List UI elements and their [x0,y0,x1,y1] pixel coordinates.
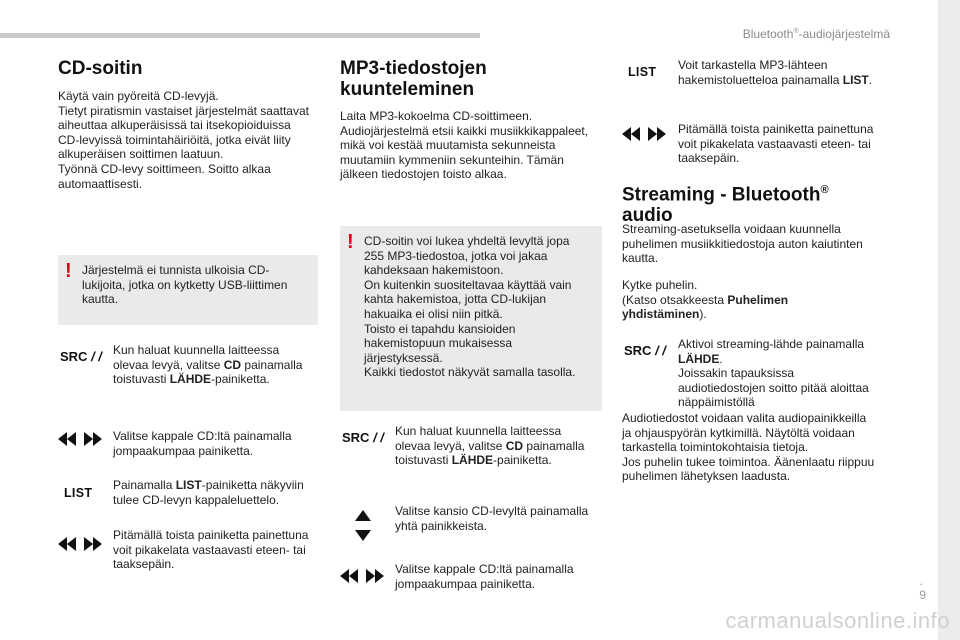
page-footer: . 9 [919,574,926,602]
cd-intro-text: Käytä vain pyöreitä CD-levyjä. Tietyt piratismin vastaiset järjestelmät saattavat aiheuttaa alkuperäisissä tai itsekopioiduissa CD-levyissä toimintahäiriöitä, jotka eivät liity alkuperäisen soittimen laatuun. Työnnä CD-levy soittimeen. Soitto alkaa automaattisesti. [58,89,309,191]
src-button-icon: SRC / / [342,430,384,445]
page-edge-strip [938,0,960,640]
info-note-mp3: ! CD-soitin voi lukea yhdeltä levyltä jopa 255 MP3-tiedostoa, jotka voi jakaa kahdeksaan hakemistoon. On kuitenkin suositeltavaa käyttää vain kahta hakemistoa, jotta CD-lukijan hakuaika ei olisi niin pitkä. Toisto ei tapahdu kansioiden hakemistopuun mukaisessa järjestyksessä. Kaikki tiedostot näkyvät samalla tasolla. [340,226,602,411]
watermark: carmanualsonline.info [725,608,950,633]
warning-icon: ! [65,260,72,282]
mp3-fast-scan-text: Pitämällä toista painiketta painettuna voit pikakelata vastaavasti eteen- tai taaksepäin. [678,122,874,166]
prev-next-track-icon [58,432,102,446]
mp3-intro-text: Laita MP3-kokoelma CD-soittimeen. Audiojärjestelmä etsii kaikki musiikkikappaleet, mikä voi kestää muutamista sekunneista muutamiin kymmeniin sekunteihin. Tämän jälkeen tiedostojen toisto alkaa. [340,109,589,182]
fast-rewind-forward-icon [58,537,102,551]
heading-streaming: Streaming - Bluetooth® audio [622,184,829,227]
mp3-select-folder-text: Valitse kansio CD-levyltä painamalla yhtä painikkeista. [395,504,589,533]
warning-icon: ! [347,231,354,253]
src-button-icon: SRC / / [60,349,102,364]
heading-mp3: MP3-tiedostojen kuunteleminen [340,58,487,100]
src-button-icon: SRC / / [624,343,666,358]
heading-cd-player: CD-soitin [58,58,143,79]
list-button-icon: LIST [64,486,93,500]
header-bar [0,33,480,38]
cd-select-track-text: Valitse kappale CD:ltä painamalla jompaakumpaa painiketta. [113,429,292,458]
mp3-list-text: Voit tarkastella MP3-lähteen hakemistoluetteloa painamalla LIST. [678,58,873,87]
streaming-outro-text: Audiotiedostot voidaan valita audiopainikkeilla ja ohjauspyörän kytkimillä. Näytöltä voidaan tarkastella toimintokohtaisia tietoja. Jos puhelin tukee toimintoa. Äänenlaatu riippuu puhelimen lähetyksen laadusta. [622,411,875,484]
page-header: Bluetooth®-audiojärjestelmä [742,27,890,41]
streaming-activate-text: Aktivoi streaming-lähde painamalla LÄHDE. Joissakin tapauksissa audiotiedostojen soitto pitää aloittaa näppäimistöllä [678,337,869,410]
mp3-select-source-text: Kun haluat kuunnella laitteessa olevaa levyä, valitse CD painamalla toistuvasti LÄHDE-painiketta. [395,424,585,468]
warning-note-usb: ! Järjestelmä ei tunnista ulkoisia CD- lukijoita, jotka on kytketty USB-liittimen kautta. [58,255,318,325]
fast-rewind-forward-icon [622,127,666,141]
cd-select-source-text: Kun haluat kuunnella laitteessa olevaa levyä, valitse CD painamalla toistuvasti LÄHDE-painiketta. [113,343,303,387]
folder-up-down-icon [355,510,371,542]
cd-fast-scan-text: Pitämällä toista painiketta painettuna voit pikakelata vastaavasti eteen- tai taaksepäin. [113,528,309,572]
cd-list-text: Painamalla LIST-painiketta näkyviin tulee CD-levyn kappaleluettelo. [113,478,304,507]
connect-phone-text: Kytke puhelin. (Katso otsakkeesta Puhelimen yhdistäminen). [622,278,789,322]
mp3-select-track-text: Valitse kappale CD:ltä painamalla jompaakumpaa painiketta. [395,562,574,591]
list-button-icon: LIST [628,65,657,79]
streaming-intro-text: Streaming-asetuksella voidaan kuunnella puhelimen musiikkitiedostoja auton kaiutinten kautta. [622,222,863,266]
prev-next-track-icon [340,569,384,583]
